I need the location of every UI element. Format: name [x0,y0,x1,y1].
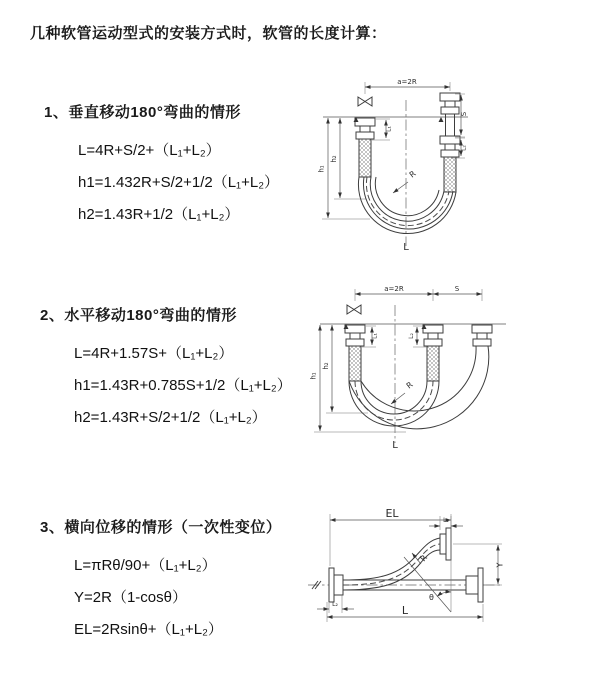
dimension-s [433,285,482,294]
left-hose-fitting [345,325,365,381]
hose-u-bend-displaced [349,346,489,429]
hose-u-bend [358,177,456,234]
formula: h2=1.43R+1/2（L₁+L₂） [78,206,240,223]
dim-label-y: Y [495,562,505,568]
section-2-heading: 2、水平移动180°弯曲的情形 [40,307,237,324]
section-2-formulas [74,338,292,434]
right-hose-fitting-lower [440,136,460,192]
label-l: L [403,242,409,253]
section-1 [44,101,279,231]
formula: Y=2R（1-cosθ） [74,589,187,606]
formula: L=4R+S/2+（L₁+L₂） [78,142,221,159]
section-3 [40,516,281,646]
dim-label-s: S [460,111,468,117]
dim-label-l1: L₁ [371,333,379,339]
formula: EL=2Rsinθ+（L₁+L₂） [74,621,223,638]
formula: h1=1.43R+0.785S+1/2（L₁+L₂） [74,377,292,394]
dim-label-l2: L₂ [332,601,338,608]
dim-label-a2r: a=2R [384,285,404,293]
formula: h1=1.432R+S/2+1/2（L₁+L₂） [78,174,280,191]
valve-icon [347,305,361,314]
dim-label-s: S [454,285,460,293]
radius-callout [391,380,415,404]
dimension-el [330,507,451,566]
section-1-heading: 1、垂直移动180°弯曲的情形 [44,104,241,121]
section-2 [40,304,292,434]
valve-icon [358,97,372,106]
right-hose-fitting-upper [440,93,460,136]
label-r: R [404,380,415,391]
braided-hose-section [349,346,361,381]
label-l: L [392,440,398,451]
section-3-heading: 3、横向位移的情形（一次性变位） [40,519,282,536]
dim-label-h2: h₂ [322,362,330,370]
page-title: 几种软管运动型式的安装方式时，软管的长度计算： [30,25,387,42]
diagram-horizontal-180-bend [306,281,596,457]
dimension-l [327,602,483,622]
dim-label-h1: h₁ [309,372,318,380]
section-1-formulas [78,135,279,231]
section-3-formulas [74,550,281,646]
dimension-l2 [317,595,354,613]
label-r: R [418,553,430,564]
left-hose-fitting [355,118,375,177]
left-flange [329,568,343,602]
braided-hose-section [359,139,371,177]
dim-label-l: L [401,604,409,617]
right-hose-fitting-displaced [472,325,492,346]
hose-u-bend-original [349,381,439,426]
dim-label-h2: h₂ [330,155,338,163]
dim-label-l1: L₁ [443,517,449,524]
label-theta: θ [429,593,434,602]
radius-callout [393,169,418,193]
formula: L=πRθ/90+（L₁+L₂） [74,557,217,574]
dim-label-l1: L₁ [385,126,393,132]
dim-label-h1: h₁ [317,165,326,173]
dimension-a2r [355,285,482,301]
dimension-a2r [365,78,450,94]
diagram-vertical-180-bend [308,74,598,256]
middle-hose-fitting [423,325,443,381]
dim-label-a2r: a=2R [397,78,417,86]
diagram-lateral-displacement [300,500,600,645]
right-flange-original [466,568,483,602]
dim-label-el: EL [385,507,399,520]
displaced-flange [440,528,451,560]
braided-hose-section [427,346,439,381]
dim-label-l2: L₂ [460,145,468,151]
braided-hose-section [444,157,456,192]
formula: L=4R+1.57S+（L₁+L₂） [74,345,234,362]
label-r: R [407,169,418,180]
dim-label-l2: L₂ [408,333,415,339]
formula: h2=1.43R+S/2+1/2（L₁+L₂） [74,409,267,426]
